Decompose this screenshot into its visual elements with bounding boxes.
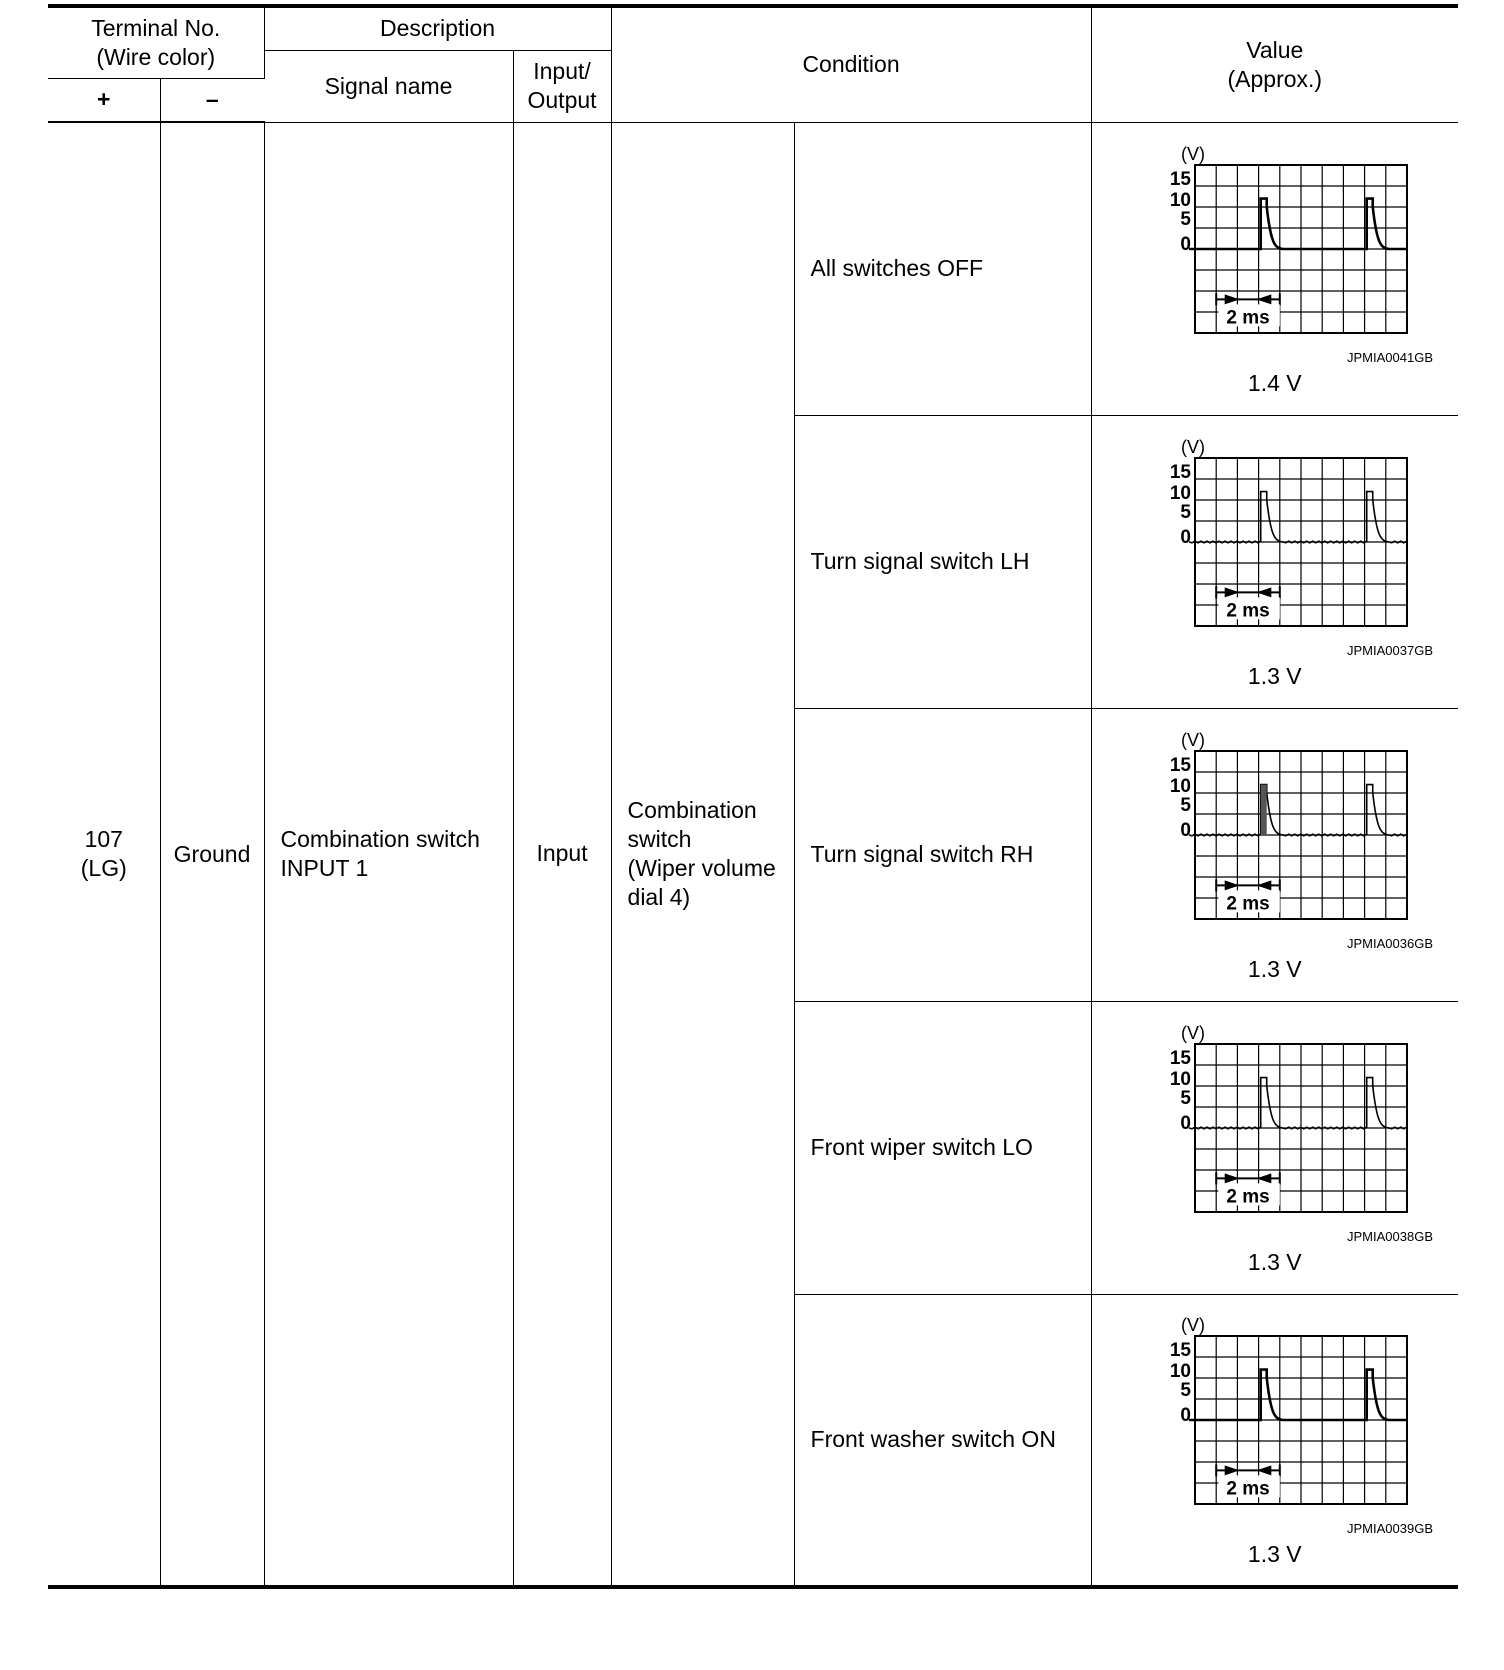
voltage-tick-label: 0 [1180,1112,1191,1134]
voltage-tick-label: 5 [1180,208,1191,230]
signal-trace [1189,491,1407,542]
condition-label: Front washer switch ON [794,1294,1091,1587]
time-scale-marker [1216,293,1280,305]
voltage-tick-label: 10 [1169,189,1191,211]
terminal-minus: Ground [160,122,264,1587]
voltage-tick-label: 5 [1180,1379,1191,1401]
header-terminal: Terminal No. (Wire color) [48,6,264,78]
figure-id: JPMIA0036GB [1346,935,1433,951]
signal-trace [1189,1077,1407,1128]
approx-value: 1.4 V [1247,369,1302,396]
condition-group: Combination switch (Wiper volume dial 4) [611,122,794,1587]
voltage-tick-label: 15 [1169,461,1191,483]
time-scale-marker [1216,879,1280,891]
header-plus: + [48,78,160,122]
voltage-tick-label: 0 [1180,526,1191,548]
pulse-fill [1261,784,1267,834]
time-scale-marker [1216,1172,1280,1184]
voltage-tick-label: 10 [1169,482,1191,504]
header-input-output: Input/ Output [513,50,611,122]
voltage-tick-label: 0 [1180,1404,1191,1426]
figure-id: JPMIA0039GB [1346,1520,1433,1536]
time-scale-marker [1216,586,1280,598]
signal-trace [1189,784,1407,835]
approx-value: 1.3 V [1247,1540,1302,1567]
waveform-figure [1115,1313,1435,1539]
header-minus: – [160,78,264,122]
waveform-figure [1115,728,1435,954]
value-cell [1091,122,1458,415]
condition-label: Turn signal switch RH [794,708,1091,1001]
time-scale-label: 2 ms [1226,892,1270,914]
approx-value: 1.3 V [1247,1248,1302,1275]
voltage-tick-label: 15 [1169,168,1191,190]
terminal-spec-table-wrapper [48,4,1458,1590]
time-scale-label: 2 ms [1226,306,1270,328]
header-value: Value (Approx.) [1091,6,1458,122]
voltage-tick-label: 5 [1180,794,1191,816]
figure-id: JPMIA0037GB [1346,642,1433,658]
waveform-figure [1115,435,1435,661]
figure-id: JPMIA0041GB [1346,349,1433,365]
voltage-tick-label: 15 [1169,1339,1191,1361]
voltage-tick-label: 10 [1169,1360,1191,1382]
unit-label: (V) [1180,1022,1205,1043]
voltage-tick-label: 5 [1180,1087,1191,1109]
time-scale-label: 2 ms [1226,1478,1270,1500]
voltage-tick-label: 10 [1169,1068,1191,1090]
value-cell [1091,1001,1458,1294]
condition-label: Front wiper switch LO [794,1001,1091,1294]
voltage-tick-label: 0 [1180,233,1191,255]
unit-label: (V) [1180,143,1205,164]
signal-name: Combination switch INPUT 1 [264,122,513,1587]
value-cell [1091,1294,1458,1587]
input-output: Input [513,122,611,1587]
waveform-figure [1115,1021,1435,1247]
value-cell [1091,708,1458,1001]
waveform-figure [1115,142,1435,368]
voltage-tick-label: 5 [1180,501,1191,523]
voltage-tick-label: 0 [1180,819,1191,841]
condition-label: All switches OFF [794,122,1091,415]
terminal-plus: 107 (LG) [48,122,160,1587]
voltage-tick-label: 10 [1169,775,1191,797]
unit-label: (V) [1180,1314,1205,1335]
voltage-tick-label: 15 [1169,1047,1191,1069]
header-description: Description [264,6,611,50]
condition-label: Turn signal switch LH [794,415,1091,708]
approx-value: 1.3 V [1247,955,1302,982]
terminal-spec-table [48,4,1458,1589]
figure-id: JPMIA0038GB [1346,1228,1433,1244]
header-condition: Condition [611,6,1091,122]
time-scale-label: 2 ms [1226,1185,1270,1207]
condition-row [48,122,1458,415]
time-scale-label: 2 ms [1226,599,1270,621]
signal-trace [1189,1369,1407,1419]
value-cell [1091,415,1458,708]
unit-label: (V) [1180,729,1205,750]
time-scale-marker [1216,1464,1280,1476]
voltage-tick-label: 15 [1169,754,1191,776]
unit-label: (V) [1180,436,1205,457]
signal-trace [1189,198,1407,248]
header-signal-name: Signal name [264,50,513,122]
approx-value: 1.3 V [1247,662,1302,689]
